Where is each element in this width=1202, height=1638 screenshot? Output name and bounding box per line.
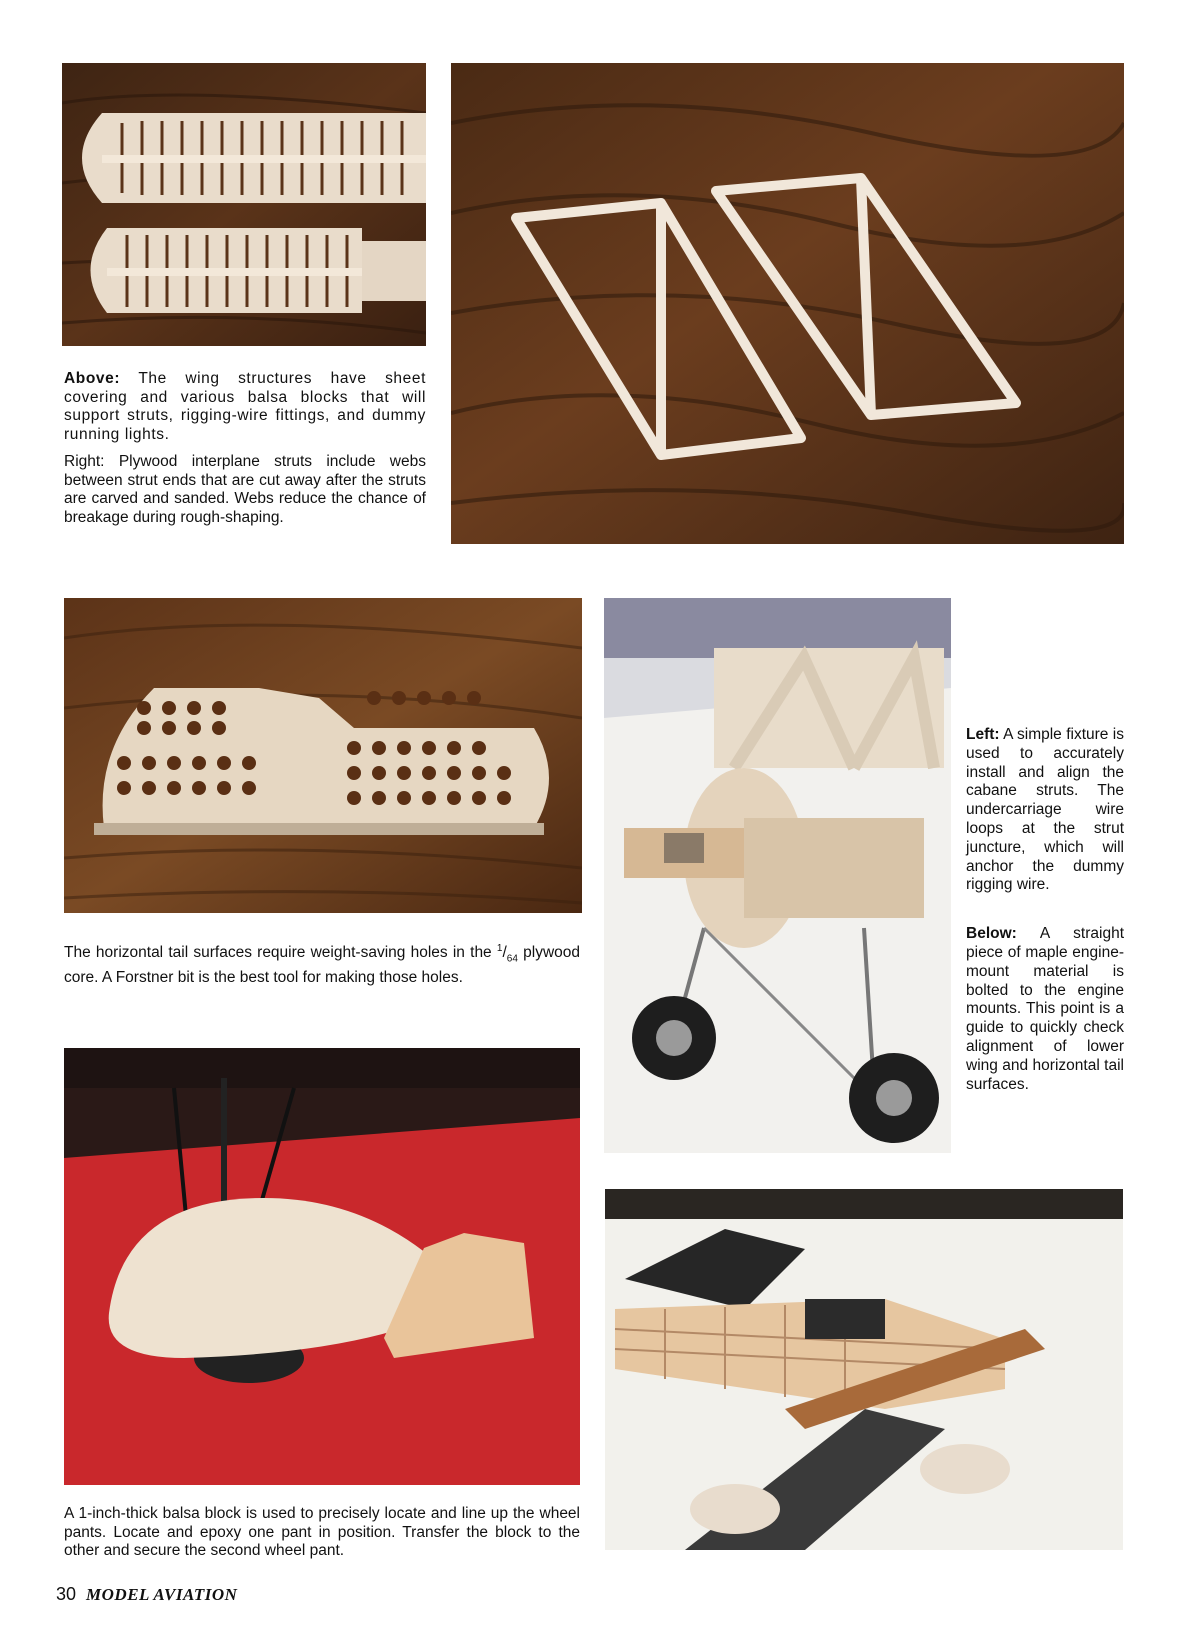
magazine-name: MODEL AVIATION bbox=[86, 1585, 238, 1604]
fuselage-maple-photo bbox=[605, 1189, 1123, 1550]
tail-fraction-num: 1 bbox=[496, 943, 503, 954]
tail-text-a: The horizontal tail surfaces require weight-saving holes in the bbox=[64, 944, 492, 962]
tail-text-b: plywood core. A Forstner bit is the best tool for making those holes. bbox=[64, 944, 580, 986]
wheel-pant-photo bbox=[64, 1048, 580, 1485]
below-label: Below: bbox=[966, 925, 1017, 943]
cabane-fixture-photo bbox=[604, 598, 951, 1153]
interplane-struts-photo bbox=[451, 63, 1124, 544]
cabane-caption bbox=[966, 726, 1124, 1103]
right-text: Plywood interplane struts include webs between strut ends that are cut away after the struts are carved and sanded. Webs reduce the chance of breakage during rough-shaping. bbox=[64, 453, 426, 526]
wheel-pant-text: A 1-inch-thick balsa block is used to precisely locate and line up the wheel pants. Locate and epoxy one pant in position. Transfer the block to the other and secure the second wheel pant. bbox=[64, 1505, 580, 1559]
left-label: Left: bbox=[966, 726, 1000, 743]
wing-structures-photo bbox=[62, 63, 426, 346]
horizontal-tail-photo bbox=[64, 598, 582, 913]
right-label: Right: bbox=[64, 453, 105, 470]
wing-struts-caption bbox=[64, 370, 426, 536]
left-text: A simple fixture is used to accurately install and align the cabane struts. The undercarriage wire loops at the strut juncture, which will anchor the dummy rigging wire. bbox=[966, 726, 1124, 894]
tail-fraction-den: 64 bbox=[506, 953, 518, 965]
wheel-pant-caption bbox=[64, 1505, 580, 1570]
below-text: A straight piece of maple engine-mount material is bolted to the engine mounts. This point is a guide to quickly check alignment of lower wing and horizontal tail surfaces. bbox=[966, 925, 1125, 1093]
above-label: Above: bbox=[64, 370, 121, 387]
above-text: The wing structures have sheet covering and various balsa blocks that will support struts, rigging-wire fittings, and dummy running lights. bbox=[64, 370, 426, 443]
horizontal-tail-caption: The horizontal tail surfaces require weight-saving holes in the $^1/_{64}$ plywood core. A Forstner bit is the best tool for making those holes. bbox=[64, 943, 580, 986]
page-footer bbox=[56, 1584, 237, 1605]
page-number: 30 bbox=[56, 1584, 77, 1604]
